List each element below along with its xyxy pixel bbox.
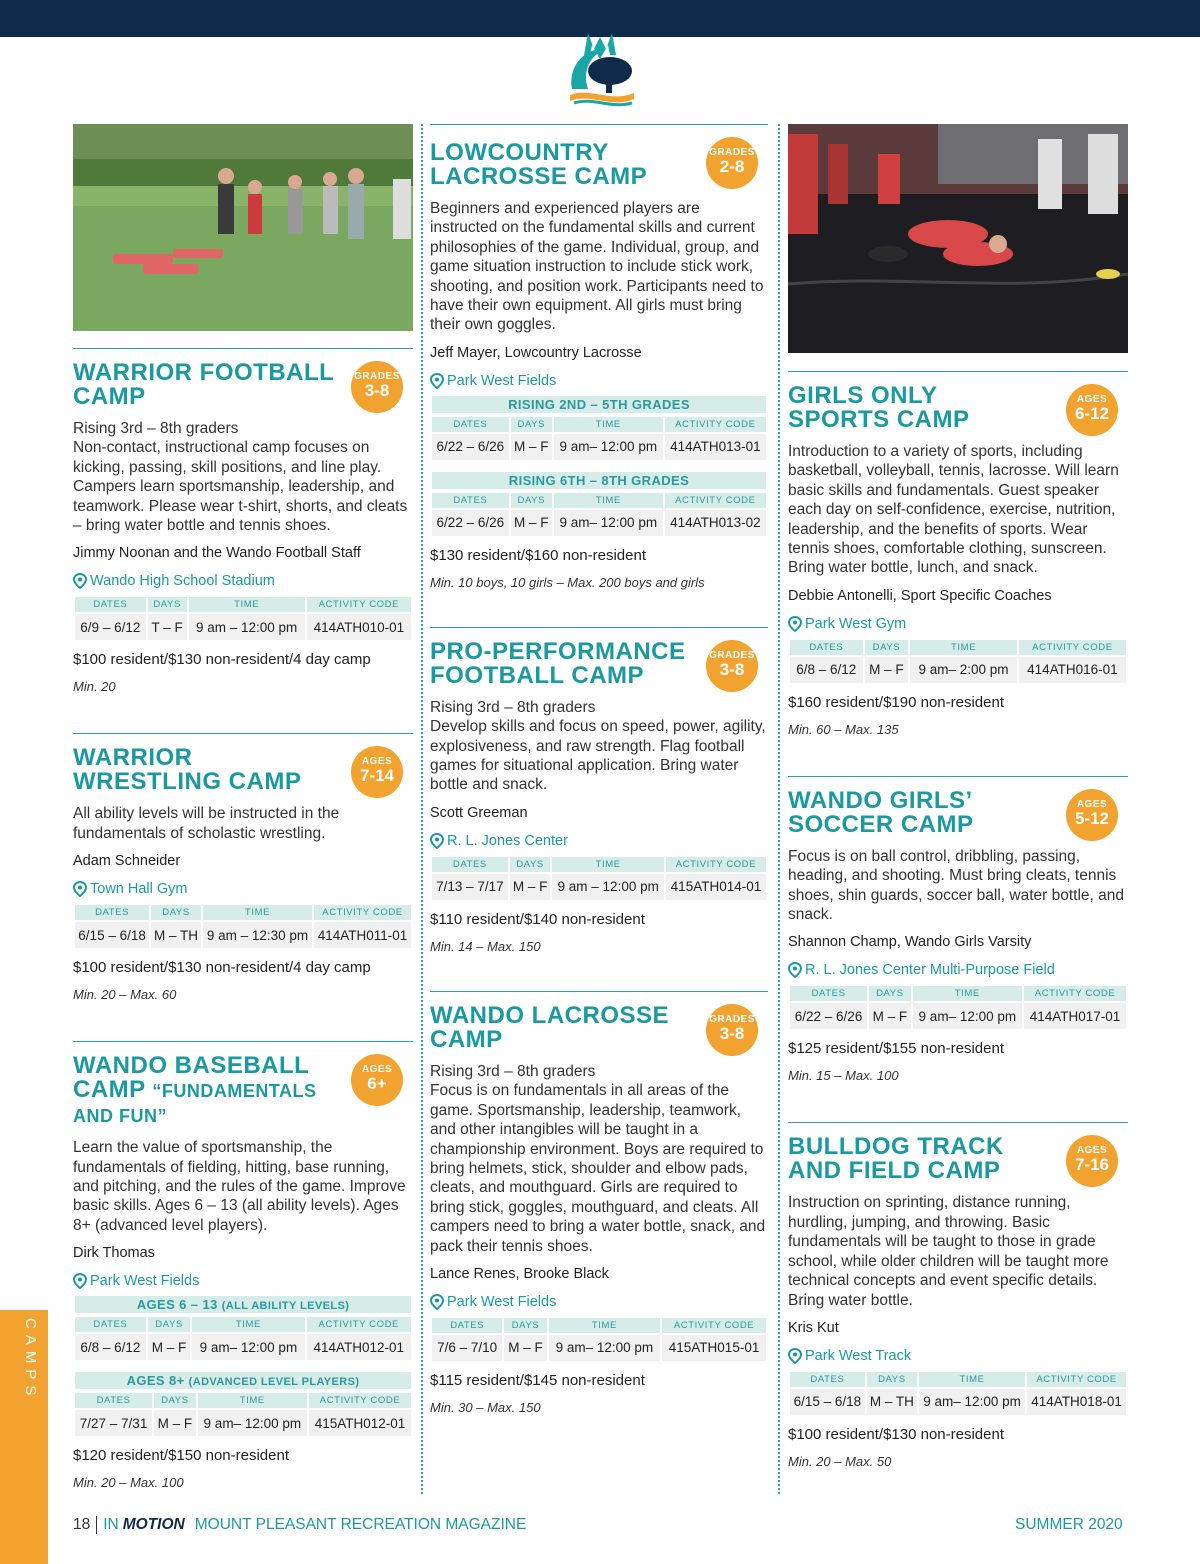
instructor: Shannon Champ, Wando Girls Varsity — [788, 934, 1032, 951]
table-row — [790, 1003, 1126, 1029]
group-heading: AGES 6 – 13 (ALL ABILITY LEVELS) — [75, 1296, 411, 1313]
table-row — [432, 434, 766, 460]
table-cell: 7/13 – 7/17 — [432, 874, 508, 900]
table-row — [432, 510, 766, 536]
location: R. L. Jones Center — [430, 832, 768, 850]
camp-wando-baseball — [73, 1041, 413, 1491]
table-row — [432, 874, 766, 900]
table-cell: T – F — [148, 614, 187, 640]
camp-wando-girls-soccer — [788, 776, 1128, 1085]
camp-description: Instruction on sprinting, distance running, hurdling, jumping, and throwing. Basic fundamentals will be taught to those in grade school, while older children will be taught more technical concepts and event specific details. Bring water bottle. — [788, 1194, 1109, 1309]
camp-title: LOWCOUNTRY LACROSSE CAMP — [430, 139, 648, 190]
table-row — [790, 657, 1126, 683]
table-header: TIME — [198, 1393, 307, 1408]
location-pin-icon — [430, 1294, 444, 1310]
table-row — [75, 1410, 411, 1436]
enrollment-limits: Min. 20 – Max. 60 — [73, 987, 177, 1003]
table-row — [790, 1389, 1126, 1415]
location: R. L. Jones Center Multi-Purpose Field — [788, 961, 1128, 979]
camp-title: WARRIOR FOOTBALL CAMP — [73, 359, 334, 410]
schedule-table — [788, 984, 1128, 1031]
schedule-table — [73, 1391, 413, 1438]
enrollment-limits: Min. 10 boys, 10 girls – Max. 200 boys and girls — [430, 574, 705, 590]
price: $100 resident/$130 non-resident — [788, 1425, 1004, 1443]
table-header-row — [75, 1317, 411, 1332]
table-cell: M – F — [504, 1335, 546, 1361]
table-cell: 414ATH018-01 — [1027, 1389, 1126, 1415]
table-cell: 6/8 – 6/12 — [75, 1334, 146, 1360]
table-cell: M – F — [510, 874, 551, 900]
table-cell: M – F — [865, 657, 909, 683]
table-header-row — [432, 1318, 766, 1333]
table-header: DAYS — [148, 1317, 191, 1332]
ages-badge: AGES 5-12 — [1066, 789, 1118, 841]
location-pin-icon — [430, 833, 444, 849]
camp-lowcountry-lacrosse — [430, 124, 768, 591]
instructor: Dirk Thomas — [73, 1245, 155, 1262]
table-cell: M – F — [511, 510, 552, 536]
table-header: DATES — [75, 597, 146, 612]
page-number: 18 — [73, 1516, 97, 1534]
right-column — [788, 124, 1128, 1470]
table-row — [75, 1334, 411, 1360]
location: Wando High School Stadium — [73, 572, 413, 590]
table-header: ACTIVITY CODE — [665, 493, 766, 508]
price: $100 resident/$130 non-resident/4 day camp — [73, 651, 371, 669]
table-header-row — [75, 1393, 411, 1408]
table-header: TIME — [549, 1318, 661, 1333]
football-photo — [73, 124, 413, 331]
page-footer — [73, 1516, 526, 1534]
table-header: DATES — [790, 640, 863, 655]
table-cell: 6/22 – 6/26 — [790, 1003, 867, 1029]
price: $100 resident/$130 non-resident/4 day camp — [73, 959, 371, 977]
table-row — [432, 1335, 766, 1361]
table-cell: 7/6 – 7/10 — [432, 1335, 502, 1361]
table-cell: 414ATH016-01 — [1019, 657, 1126, 683]
camp-title: WARRIOR WRESTLING CAMP — [73, 744, 302, 796]
table-header-row — [432, 857, 766, 872]
table-cell: 9 am– 12:00 pm — [192, 1334, 304, 1360]
left-column — [73, 124, 413, 1491]
table-header: ACTIVITY CODE — [307, 597, 411, 612]
enrollment-limits: Min. 20 – Max. 100 — [73, 1475, 184, 1491]
table-cell: 9 am– 12:00 pm — [198, 1410, 307, 1436]
footer-motion: MOTION — [122, 1516, 185, 1533]
table-header: ACTIVITY CODE — [1019, 640, 1126, 655]
table-cell: 6/22 – 6/26 — [432, 510, 509, 536]
ages-badge: AGES 7-14 — [351, 746, 403, 798]
table-header: ACTIVITY CODE — [1027, 1372, 1126, 1387]
table-header-row — [790, 640, 1126, 655]
table-header-row — [432, 417, 766, 432]
table-cell: M – F — [148, 1334, 191, 1360]
price: $160 resident/$190 non-resident — [788, 693, 1004, 711]
wrestling-photo — [788, 124, 1128, 353]
mount-pleasant-logo — [560, 27, 640, 107]
enrollment-limits: Min. 60 – Max. 135 — [788, 721, 899, 737]
group-heading: RISING 2ND – 5TH GRADES — [432, 396, 766, 413]
table-cell: 6/8 – 6/12 — [790, 657, 863, 683]
table-cell: 9 am– 2:00 pm — [910, 657, 1017, 683]
table-cell: 414ATH011-01 — [314, 922, 411, 948]
table-cell: 6/22 – 6/26 — [432, 434, 509, 460]
table-header: DAYS — [154, 1393, 196, 1408]
schedule-table — [73, 595, 413, 642]
table-cell: 9 am – 12:00 pm — [552, 874, 663, 900]
table-header: DATES — [75, 905, 149, 920]
table-header: ACTIVITY CODE — [1024, 986, 1126, 1001]
camp-description: Learn the value of sportsmanship, the fundamentals of fielding, hitting, base running, and pitching, and the rules of the game. Improve basic skills. Ages 6 – 13 (all ability levels). Ages 8+ (advanced level players). — [73, 1139, 406, 1234]
table-cell: M – TH — [151, 922, 201, 948]
grades-badge: GRADES 3-8 — [706, 1004, 758, 1056]
camp-title: PRO-PERFORMANCE FOOTBALL CAMP — [430, 637, 686, 689]
schedule-table — [788, 1370, 1128, 1417]
table-cell: 6/15 – 6/18 — [75, 922, 149, 948]
column-divider — [778, 124, 780, 1494]
grades-badge: GRADES 3-8 — [351, 361, 403, 413]
table-cell: 9 am– 12:00 pm — [919, 1389, 1025, 1415]
camp-title: WANDO GIRLS’ SOCCER CAMP — [788, 786, 974, 838]
price: $130 resident/$160 non-resident — [430, 546, 646, 564]
table-cell: M – F — [511, 434, 552, 460]
camp-description: All ability levels will be instructed in the fundamentals of scholastic wrestling. — [73, 805, 340, 842]
table-header: DATES — [432, 493, 509, 508]
table-header: DATES — [432, 857, 508, 872]
instructor: Kris Kut — [788, 1319, 839, 1336]
table-header-row — [75, 905, 411, 920]
table-header: TIME — [913, 986, 1022, 1001]
camp-title: WANDO LACROSSE CAMP — [430, 1001, 670, 1053]
group-heading: AGES 8+ (ADVANCED LEVEL PLAYERS) — [75, 1372, 411, 1389]
camp-warrior-football — [73, 348, 413, 695]
schedule-table — [430, 491, 768, 538]
table-header: TIME — [203, 905, 312, 920]
enrollment-limits: Min. 20 — [73, 679, 116, 695]
table-header: DATES — [790, 986, 867, 1001]
grades-badge: GRADES 3-8 — [706, 640, 758, 692]
camp-description: Introduction to a variety of sports, including basketball, volleyball, tennis, lacrosse. Will learn basic skills and fundamentals. Guest speaker each day on self-confidence, exercise, nutrition, leadership, and the benefits of sports. Wear tennis shoes, comfortable clothing, sunscreen. Bring water bottle, lunch, and snack. — [788, 443, 1119, 577]
table-cell: 9 am– 12:00 pm — [554, 434, 663, 460]
camp-title: BULLDOG TRACK AND FIELD CAMP — [788, 1133, 1004, 1185]
footer-in: IN — [103, 1516, 119, 1533]
table-cell: 414ATH012-01 — [307, 1334, 411, 1360]
table-header: TIME — [919, 1372, 1025, 1387]
ages-badge: AGES 6+ — [351, 1054, 403, 1106]
price: $110 resident/$140 non-resident — [430, 910, 645, 928]
middle-column — [430, 124, 768, 1416]
table-header: DATES — [432, 1318, 502, 1333]
location: Park West Fields — [430, 372, 768, 390]
table-cell: 9 am– 12:00 pm — [549, 1335, 661, 1361]
schedule-table — [430, 1316, 768, 1363]
table-header: DATES — [75, 1317, 146, 1332]
table-cell: 9 am– 12:00 pm — [913, 1003, 1022, 1029]
location: Park West Fields — [430, 1293, 768, 1311]
camp-description: Rising 3rd – 8th graders Develop skills and focus on speed, power, agility, explosiveness, and raw strength. Flag football games for situational application. Bring water bottle and snack. — [430, 698, 766, 794]
table-header: DAYS — [865, 640, 909, 655]
table-header: TIME — [192, 1317, 304, 1332]
camp-girls-only-sports — [788, 371, 1128, 738]
magazine-name: MOUNT PLEASANT RECREATION MAGAZINE — [194, 1516, 527, 1533]
enrollment-limits: Min. 14 – Max. 150 — [430, 938, 541, 954]
ages-badge: AGES 7-16 — [1066, 1135, 1118, 1187]
table-header: DAYS — [511, 417, 552, 432]
table-header: DAYS — [148, 597, 187, 612]
camp-warrior-wrestling — [73, 733, 413, 1003]
location: Park West Gym — [788, 615, 1128, 633]
table-cell: M – F — [869, 1003, 911, 1029]
ages-badge: AGES 6-12 — [1066, 384, 1118, 436]
table-cell: 414ATH013-02 — [665, 510, 766, 536]
camp-description: Beginners and experienced players are instructed on the fundamental skills and current philosophies of the game. Individual, group, and game situation instruction to include stick work, shooting, and position work. Participants need to have their own equipment. All girls must bring their own goggles. — [430, 200, 764, 334]
table-cell: 7/27 – 7/31 — [75, 1410, 152, 1436]
table-header: DATES — [75, 1393, 152, 1408]
instructor: Adam Schneider — [73, 853, 181, 870]
column-divider — [421, 124, 423, 1494]
table-cell: 9 am– 12:00 pm — [554, 510, 663, 536]
table-header: TIME — [554, 493, 663, 508]
table-header-row — [790, 986, 1126, 1001]
table-cell: 415ATH015-01 — [662, 1335, 766, 1361]
table-cell: M – F — [154, 1410, 196, 1436]
table-cell: 414ATH010-01 — [307, 614, 411, 640]
instructor: Lance Renes, Brooke Black — [430, 1265, 609, 1282]
table-header: ACTIVITY CODE — [309, 1393, 411, 1408]
table-header: ACTIVITY CODE — [665, 417, 766, 432]
camp-description: Rising 3rd – 8th graders Focus is on fundamentals in all areas of the game. Sportsmanship, leadership, teamwork, and other intangibles will be taught in a championship environment. Boys are required to bring helmets, stick, shoulder and elbow pads, cleats, and mouthguard. Girls are required to bring stick, goggles, mouthguard, and cleats. All campers need to bring a water bottle, snack, and pack their tennis shoes. — [430, 1062, 766, 1255]
instructor: Scott Greeman — [430, 804, 528, 821]
location-pin-icon — [788, 1348, 802, 1364]
camp-title: GIRLS ONLY SPORTS CAMP — [788, 382, 970, 433]
section-label: CAMPS — [22, 1318, 39, 1402]
location-pin-icon — [788, 962, 802, 978]
price: $115 resident/$145 non-resident — [430, 1371, 645, 1389]
camp-title: WANDO BASEBALL CAMP “FUNDAMENTALS AND FUN” — [73, 1052, 317, 1127]
location-pin-icon — [788, 616, 802, 632]
table-cell: 414ATH013-01 — [665, 434, 766, 460]
camp-description: Focus is on ball control, dribbling, passing, heading, and shooting. Must bring cleats, tennis shoes, shin guards, soccer ball, water bottle, and snack. — [788, 847, 1125, 924]
table-header: ACTIVITY CODE — [666, 857, 766, 872]
enrollment-limits: Min. 30 – Max. 150 — [430, 1399, 541, 1415]
camp-wando-lacrosse — [430, 991, 768, 1416]
camp-bulldog-track — [788, 1122, 1128, 1469]
table-header: DAYS — [869, 986, 911, 1001]
location-pin-icon — [430, 373, 444, 389]
table-header: ACTIVITY CODE — [314, 905, 411, 920]
table-header: DAYS — [510, 857, 551, 872]
camp-pro-performance-football — [430, 627, 768, 955]
section-side-tab — [0, 1310, 48, 1564]
table-header: DAYS — [151, 905, 201, 920]
table-header: DAYS — [504, 1318, 546, 1333]
price: $120 resident/$150 non-resident — [73, 1447, 289, 1465]
table-row — [75, 614, 411, 640]
schedule-table — [430, 415, 768, 462]
table-header: DAYS — [511, 493, 552, 508]
table-header-row — [790, 1372, 1126, 1387]
table-cell: 9 am – 12:30 pm — [203, 922, 312, 948]
location: Town Hall Gym — [73, 880, 413, 898]
camp-description: Rising 3rd – 8th graders Non-contact, instructional camp focuses on kicking, passing, skill positions, and line play. Campers learn sportsmanship, leadership, and teamwork. Please wear t-shirt, shorts, and cleats – bring water bottle and tennis shoes. — [73, 420, 408, 535]
table-header-row — [432, 493, 766, 508]
location-pin-icon — [73, 573, 87, 589]
table-cell: 414ATH017-01 — [1024, 1003, 1126, 1029]
table-header: ACTIVITY CODE — [307, 1317, 411, 1332]
table-cell: 415ATH014-01 — [666, 874, 766, 900]
schedule-table — [430, 855, 768, 902]
grades-badge: GRADES 2-8 — [706, 137, 758, 189]
table-header: TIME — [189, 597, 305, 612]
issue-label: SUMMER 2020 — [1015, 1516, 1123, 1533]
table-cell: 415ATH012-01 — [309, 1410, 411, 1436]
table-header: TIME — [910, 640, 1017, 655]
table-cell: M – TH — [867, 1389, 917, 1415]
location-pin-icon — [73, 881, 87, 897]
location: Park West Fields — [73, 1272, 413, 1290]
table-header: TIME — [554, 417, 663, 432]
enrollment-limits: Min. 15 – Max. 100 — [788, 1068, 899, 1084]
instructor: Jeff Mayer, Lowcountry Lacrosse — [430, 344, 642, 361]
instructor: Debbie Antonelli, Sport Specific Coaches — [788, 587, 1052, 604]
location: Park West Track — [788, 1347, 1128, 1365]
table-row — [75, 922, 411, 948]
schedule-table — [73, 1315, 413, 1362]
table-header: TIME — [552, 857, 663, 872]
table-header: ACTIVITY CODE — [662, 1318, 766, 1333]
table-header: DATES — [790, 1372, 865, 1387]
enrollment-limits: Min. 20 – Max. 50 — [788, 1453, 892, 1469]
schedule-table — [73, 903, 413, 950]
price: $125 resident/$155 non-resident — [788, 1040, 1004, 1058]
table-header-row — [75, 597, 411, 612]
table-cell: 9 am – 12:00 pm — [189, 614, 305, 640]
instructor: Jimmy Noonan and the Wando Football Staff — [73, 545, 361, 562]
location-pin-icon — [73, 1273, 87, 1289]
table-cell: 6/9 – 6/12 — [75, 614, 146, 640]
group-heading: RISING 6TH – 8TH GRADES — [432, 472, 766, 489]
table-header: DAYS — [867, 1372, 917, 1387]
table-cell: 6/15 – 6/18 — [790, 1389, 865, 1415]
table-header: DATES — [432, 417, 509, 432]
schedule-table — [788, 638, 1128, 685]
